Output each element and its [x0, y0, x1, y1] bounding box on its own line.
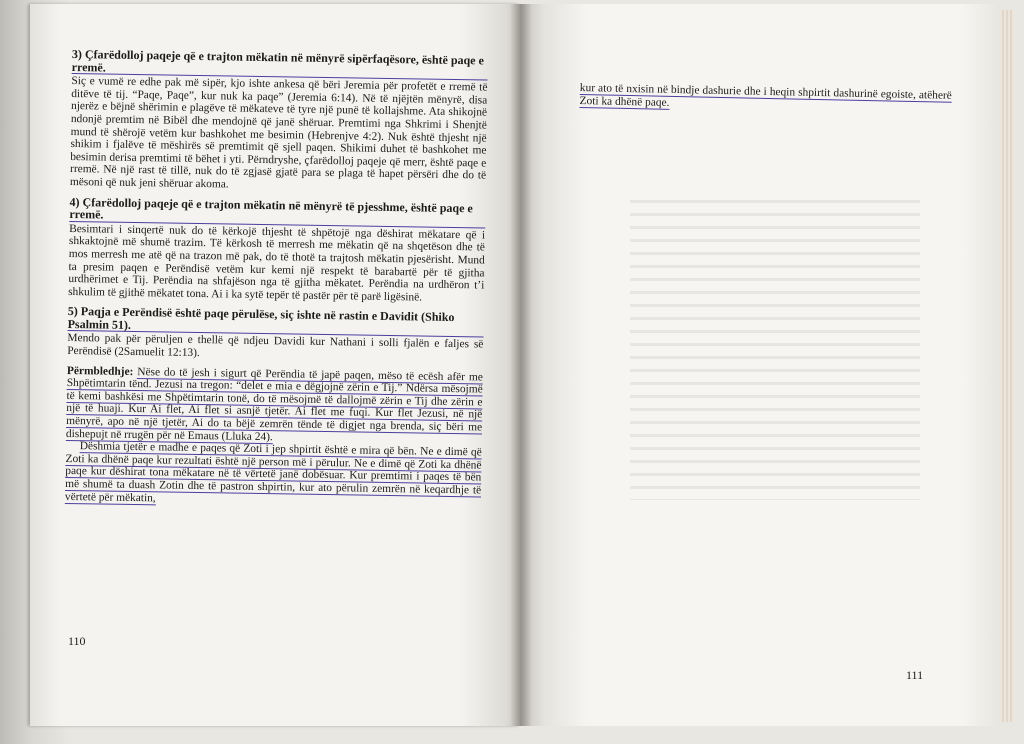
right-page-number: 111 — [906, 668, 924, 682]
section-3-body: Siç e vumë re edhe pak më sipër, kjo ishte ankesa që bëri Jeremia për profetët e rremë të ditëve të tij. “Paqe, Paqe”, kur nuk ka paqe” (Jeremia 6:14). Në të njëjtën mënyrë, disa njerëz e bëjnë shërimin e plagëve të mëkateve të tyre një punë të kollajshme. Ata shikojnë ndonjë premtim në Bibël dhe mendojnë që janë shëruar. Premtimi nga Shkrimi i Shenjtë mund të shërojë vetëm kur bashkohet me besimin (Hebrenjve 4:2). Nuk është thjesht një shikim i fjalëve të mëshirës së premtimit që sjell paqen. Shikimi duhet të bashkohet me besimin derisa premtimi të bëhet i yti. Përndryshe, çfarëdolloj paqeje që merr, është paqe e rremë. Në një rast të tillë, nuk do të zgjasë gjatë para se plaga të hapet përsëri dhe do të mësoni që nuk jeni shëruar akoma. — [69, 75, 488, 191]
open-book — [22, 4, 1012, 726]
section-3 — [70, 48, 488, 195]
right-page — [520, 4, 1000, 726]
summary-body: Nëse do të jesh i sigurt që Perëndia të japë paqen, mëso të ecësh afër me Shpëtimtarin tënd. Jezusi na tregon: “delet e mia e dëgjojnë zërin e Tij.” Ndërsa mësojmë të kemi bashkësi me Shpëtimtarin tonë, do të mësojmë të dallojmë zërin e Tij dhe zërin e një të huaji. Kur Ai flet, Ai flet si asnjë tjetër. Ai flet me fuqi. Kur flet Jezusi, në një mënyrë, apo në një tjetër, Ai do ta bëjë zemrën tënde të digjet nga brenda, siç bëri me dishepujt në rrugën për në Emaus (Lluka 24). — [65, 365, 483, 443]
section-4 — [68, 196, 486, 305]
summary — [65, 365, 483, 510]
page-edges — [1000, 10, 1014, 722]
section-5-heading: 5) Paqja e Perëndisë është paqe përulëse, siç ishte në rastin e Davidit (Shiko Psalmin 51). — [68, 305, 484, 338]
closing-body: Dëshmia tjetër e madhe e paqes që Zoti i jep shpirtit është e mira që bën. Ne e dimë që Zoti ka dhënë paqe kur rezultati është një person më i përulur. Ne e dimë që Zoti ka dhënë paqe kur dëshirat tona mëkatare në të vërtetë janë dobësuar. Kur premtimi i paqes të bën më shumë ta duash Zotin dhe të pastron shpirtin, kur ato përulin zemrën në keqardhje të vërtetë për mëkatin, — [64, 440, 482, 504]
left-page — [30, 4, 520, 726]
book-spine — [510, 4, 532, 726]
summary-label: Përmbledhje: — [66, 364, 134, 378]
closing-paragraph — [65, 440, 482, 509]
section-4-body: Besimtari i sinqertë nuk do të kërkojë thjesht të shpëtojë nga dëshirat mëkatare që i shkaktojnë më shumë trazim. Të kërkosh të merresh me mëkatin që na shqetëson dhe të mos merresh me atë që na trazon më pak, do të thotë ta trajtosh mëkatin pjesërisht. Mund ta presim paqen e Perëndisë vetëm kur kemi një respekt të barabartë për të gjitha urdhërimet e Tij. Perëndia na shfajëson nga të gjitha mëkatet. Perëndia na urdhëron t’i shkulim të gjithë mëkatet tona. Ai i ka sytë tepër të pastër për të parë ligësinë. — [68, 222, 486, 304]
section-5 — [67, 305, 484, 364]
left-page-text — [65, 48, 488, 517]
right-page-continued-text: kur ato të nxisin në bindje dashurie dhe i heqin shpirtit dashurinë egoiste, atëherë Zoti ka dhënë paqe. — [579, 82, 952, 109]
section-5-body: Mendo pak për përuljen e thellë që ndjeu Davidi kur Nathani i solli fjalën e faljes së Perëndisë (2Samuelit 12:13). — [67, 332, 484, 360]
left-page-number: 110 — [68, 634, 86, 648]
summary-paragraph — [66, 365, 483, 447]
right-page-text — [579, 82, 951, 115]
section-3-heading: 3) Çfarëdolloj paqeje që e trajton mëkatin në mënyrë sipërfaqësore, është paqe e rremë. — [72, 48, 488, 81]
bleed-through-shadow — [630, 200, 920, 500]
section-4-heading: 4) Çfarëdolloj paqeje që e trajton mëkatin në mënyrë të pjesshme, është paqe e rremë. — [69, 196, 485, 229]
